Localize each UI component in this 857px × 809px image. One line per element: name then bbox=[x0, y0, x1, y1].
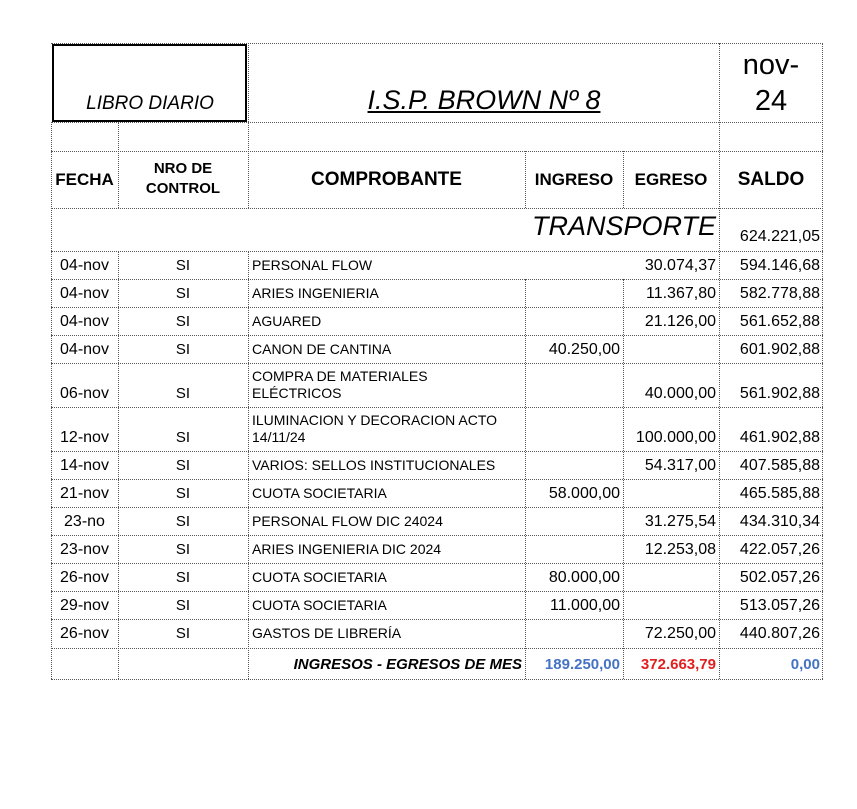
row-divider bbox=[51, 151, 823, 152]
row-divider bbox=[51, 479, 823, 480]
row-fecha: 04-nov bbox=[60, 285, 109, 302]
row-comprobante: ILUMINACION Y DECORACION ACTO bbox=[252, 412, 498, 428]
row-divider bbox=[51, 619, 823, 620]
column-divider bbox=[719, 43, 720, 679]
row-ingreso: 40.250,00 bbox=[548, 341, 620, 358]
row-comprobante: CUOTA SOCIETARIA bbox=[252, 485, 387, 501]
row-divider bbox=[51, 679, 823, 680]
transporte-saldo: 624.221,05 bbox=[739, 228, 820, 245]
column-divider bbox=[822, 43, 823, 679]
totals-label: INGRESOS - EGRESOS DE MES bbox=[293, 656, 522, 673]
column-divider bbox=[623, 279, 624, 679]
row-divider bbox=[51, 122, 823, 123]
row-saldo: 561.902,88 bbox=[739, 385, 820, 402]
row-fecha: 21-nov bbox=[60, 485, 109, 502]
row-egreso: 100.000,00 bbox=[635, 429, 716, 446]
row-comprobante: ARIES INGENIERIA DIC 2024 bbox=[252, 541, 442, 557]
period-month: nov- bbox=[742, 49, 800, 81]
row-fecha: 23-no bbox=[64, 513, 105, 530]
totals-saldo: 0,00 bbox=[790, 656, 820, 673]
row-egreso: 31.275,54 bbox=[644, 513, 716, 530]
row-comprobante: ELÉCTRICOS bbox=[252, 385, 342, 401]
row-divider bbox=[51, 307, 823, 308]
row-saldo: 561.652,88 bbox=[739, 313, 820, 330]
row-comprobante: GASTOS DE LIBRERÍA bbox=[252, 625, 402, 641]
row-egreso: 12.253,08 bbox=[644, 541, 716, 558]
column-divider bbox=[525, 279, 526, 679]
row-comprobante: ARIES INGENIERIA bbox=[252, 285, 379, 301]
column-divider bbox=[51, 122, 52, 679]
row-comprobante: CUOTA SOCIETARIA bbox=[252, 597, 387, 613]
column-header-control-line2: CONTROL bbox=[145, 180, 221, 197]
row-comprobante: CANON DE CANTINA bbox=[252, 341, 392, 357]
row-fecha: 26-nov bbox=[60, 569, 109, 586]
column-header-comprobante: COMPROBANTE bbox=[311, 169, 462, 190]
totals-ingreso: 189.250,00 bbox=[544, 656, 620, 673]
row-fecha: 04-nov bbox=[60, 257, 109, 274]
row-control: SI bbox=[175, 457, 191, 474]
row-fecha: 04-nov bbox=[60, 313, 109, 330]
row-egreso: 11.367,80 bbox=[646, 285, 716, 302]
row-control: SI bbox=[175, 569, 191, 586]
row-comprobante: COMPRA DE MATERIALES bbox=[252, 368, 428, 384]
row-fecha: 12-nov bbox=[60, 429, 109, 446]
row-egreso: 54.317,00 bbox=[644, 457, 716, 474]
row-control: SI bbox=[175, 513, 191, 530]
column-header-control-line1: NRO DE bbox=[153, 160, 213, 177]
row-control: SI bbox=[175, 341, 191, 358]
row-ingreso: 58.000,00 bbox=[548, 485, 620, 502]
column-header-saldo: SALDO bbox=[737, 169, 805, 190]
row-fecha: 14-nov bbox=[60, 457, 109, 474]
row-egreso: 21.126,00 bbox=[644, 313, 716, 330]
page-title: I.S.P. BROWN Nº 8 bbox=[367, 85, 601, 115]
row-divider bbox=[51, 208, 823, 209]
row-divider bbox=[51, 251, 823, 252]
transporte-label: TRANSPORTE bbox=[531, 211, 716, 241]
period-year: 24 bbox=[754, 85, 788, 117]
row-saldo: 502.057,26 bbox=[739, 569, 820, 586]
row-fecha: 04-nov bbox=[60, 341, 109, 358]
row-ingreso: 80.000,00 bbox=[548, 569, 620, 586]
row-saldo: 513.057,26 bbox=[739, 597, 820, 614]
row-comprobante: PERSONAL FLOW DIC 24024 bbox=[252, 513, 443, 529]
column-divider bbox=[623, 151, 624, 208]
row-comprobante: PERSONAL FLOW bbox=[252, 257, 373, 273]
row-saldo: 461.902,88 bbox=[739, 429, 820, 446]
row-divider bbox=[51, 563, 823, 564]
row-comprobante: VARIOS: SELLOS INSTITUCIONALES bbox=[252, 457, 496, 473]
row-comprobante: AGUARED bbox=[252, 313, 322, 329]
row-comprobante: 14/11/24 bbox=[252, 429, 306, 445]
column-divider bbox=[248, 251, 249, 679]
row-saldo: 407.585,88 bbox=[739, 457, 820, 474]
row-fecha: 26-nov bbox=[60, 625, 109, 642]
row-egreso: 30.074,37 bbox=[644, 257, 716, 274]
column-header-egreso: EGRESO bbox=[634, 170, 708, 189]
row-ingreso: 11.000,00 bbox=[550, 597, 620, 614]
row-divider bbox=[51, 407, 823, 408]
row-control: SI bbox=[175, 625, 191, 642]
row-divider bbox=[51, 43, 823, 44]
libro-diario-label: LIBRO DIARIO bbox=[86, 93, 214, 114]
row-divider bbox=[51, 279, 823, 280]
row-fecha: 29-nov bbox=[60, 597, 109, 614]
row-control: SI bbox=[175, 485, 191, 502]
column-divider bbox=[118, 251, 119, 679]
row-divider bbox=[51, 591, 823, 592]
row-divider bbox=[51, 507, 823, 508]
row-egreso: 40.000,00 bbox=[644, 385, 716, 402]
totals-egreso: 372.663,79 bbox=[640, 656, 716, 673]
row-control: SI bbox=[175, 597, 191, 614]
libro-diario-sheet bbox=[51, 43, 823, 679]
row-control: SI bbox=[175, 285, 191, 302]
row-egreso: 72.250,00 bbox=[644, 625, 716, 642]
row-divider bbox=[51, 648, 823, 649]
row-divider bbox=[51, 335, 823, 336]
row-divider bbox=[51, 451, 823, 452]
row-divider bbox=[51, 535, 823, 536]
row-saldo: 594.146,68 bbox=[739, 257, 820, 274]
row-fecha: 23-nov bbox=[60, 541, 109, 558]
row-comprobante: CUOTA SOCIETARIA bbox=[252, 569, 387, 585]
row-control: SI bbox=[175, 257, 191, 274]
row-saldo: 582.778,88 bbox=[739, 285, 820, 302]
row-saldo: 434.310,34 bbox=[739, 513, 820, 530]
row-control: SI bbox=[175, 385, 191, 402]
row-control: SI bbox=[175, 313, 191, 330]
column-divider bbox=[118, 122, 119, 208]
row-saldo: 601.902,88 bbox=[739, 341, 820, 358]
column-header-fecha: FECHA bbox=[55, 170, 114, 189]
row-saldo: 440.807,26 bbox=[739, 625, 820, 642]
column-divider bbox=[525, 151, 526, 208]
row-control: SI bbox=[175, 541, 191, 558]
row-control: SI bbox=[175, 429, 191, 446]
column-header-ingreso: INGRESO bbox=[534, 170, 614, 189]
row-fecha: 06-nov bbox=[60, 385, 109, 402]
row-saldo: 465.585,88 bbox=[739, 485, 820, 502]
column-divider bbox=[248, 43, 249, 208]
row-saldo: 422.057,26 bbox=[739, 541, 820, 558]
row-divider bbox=[51, 363, 823, 364]
